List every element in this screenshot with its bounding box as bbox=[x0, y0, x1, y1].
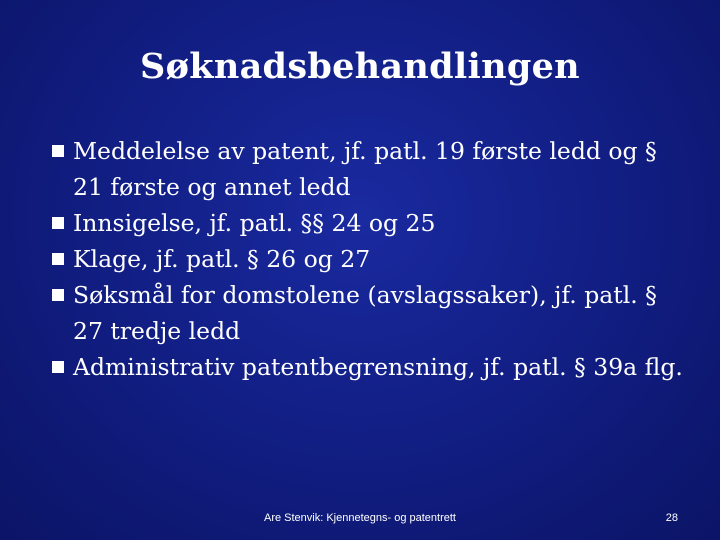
bullet-item-administrative-limitation bbox=[52, 349, 692, 385]
bullet-item-appeal bbox=[52, 241, 692, 277]
slide-footer: Are Stenvik: Kjennetegns- og patentrett bbox=[263, 512, 456, 524]
bullet-item-patent-grant bbox=[52, 133, 692, 205]
square-bullet-icon bbox=[52, 289, 64, 301]
bullet-text: Søksmål for domstolene (avslagssaker), jf. patl. § 27 tredje ledd bbox=[73, 281, 657, 345]
page-number: 28 bbox=[665, 512, 678, 524]
square-bullet-icon bbox=[52, 361, 64, 373]
square-bullet-icon bbox=[52, 145, 64, 157]
square-bullet-icon bbox=[52, 253, 64, 265]
bullet-text: Innsigelse, jf. patl. §§ 24 og 25 bbox=[73, 209, 436, 237]
square-bullet-icon bbox=[52, 217, 64, 229]
bullet-list bbox=[52, 133, 692, 385]
bullet-item-court-action bbox=[52, 277, 692, 349]
bullet-item-opposition bbox=[52, 205, 692, 241]
bullet-text: Meddelelse av patent, jf. patl. 19 første ledd og § 21 første og annet ledd bbox=[73, 137, 657, 201]
slide-title: Søknadsbehandlingen bbox=[140, 46, 580, 87]
bullet-text: Administrativ patentbegrensning, jf. patl. § 39a flg. bbox=[73, 353, 683, 381]
bullet-text: Klage, jf. patl. § 26 og 27 bbox=[73, 245, 371, 273]
